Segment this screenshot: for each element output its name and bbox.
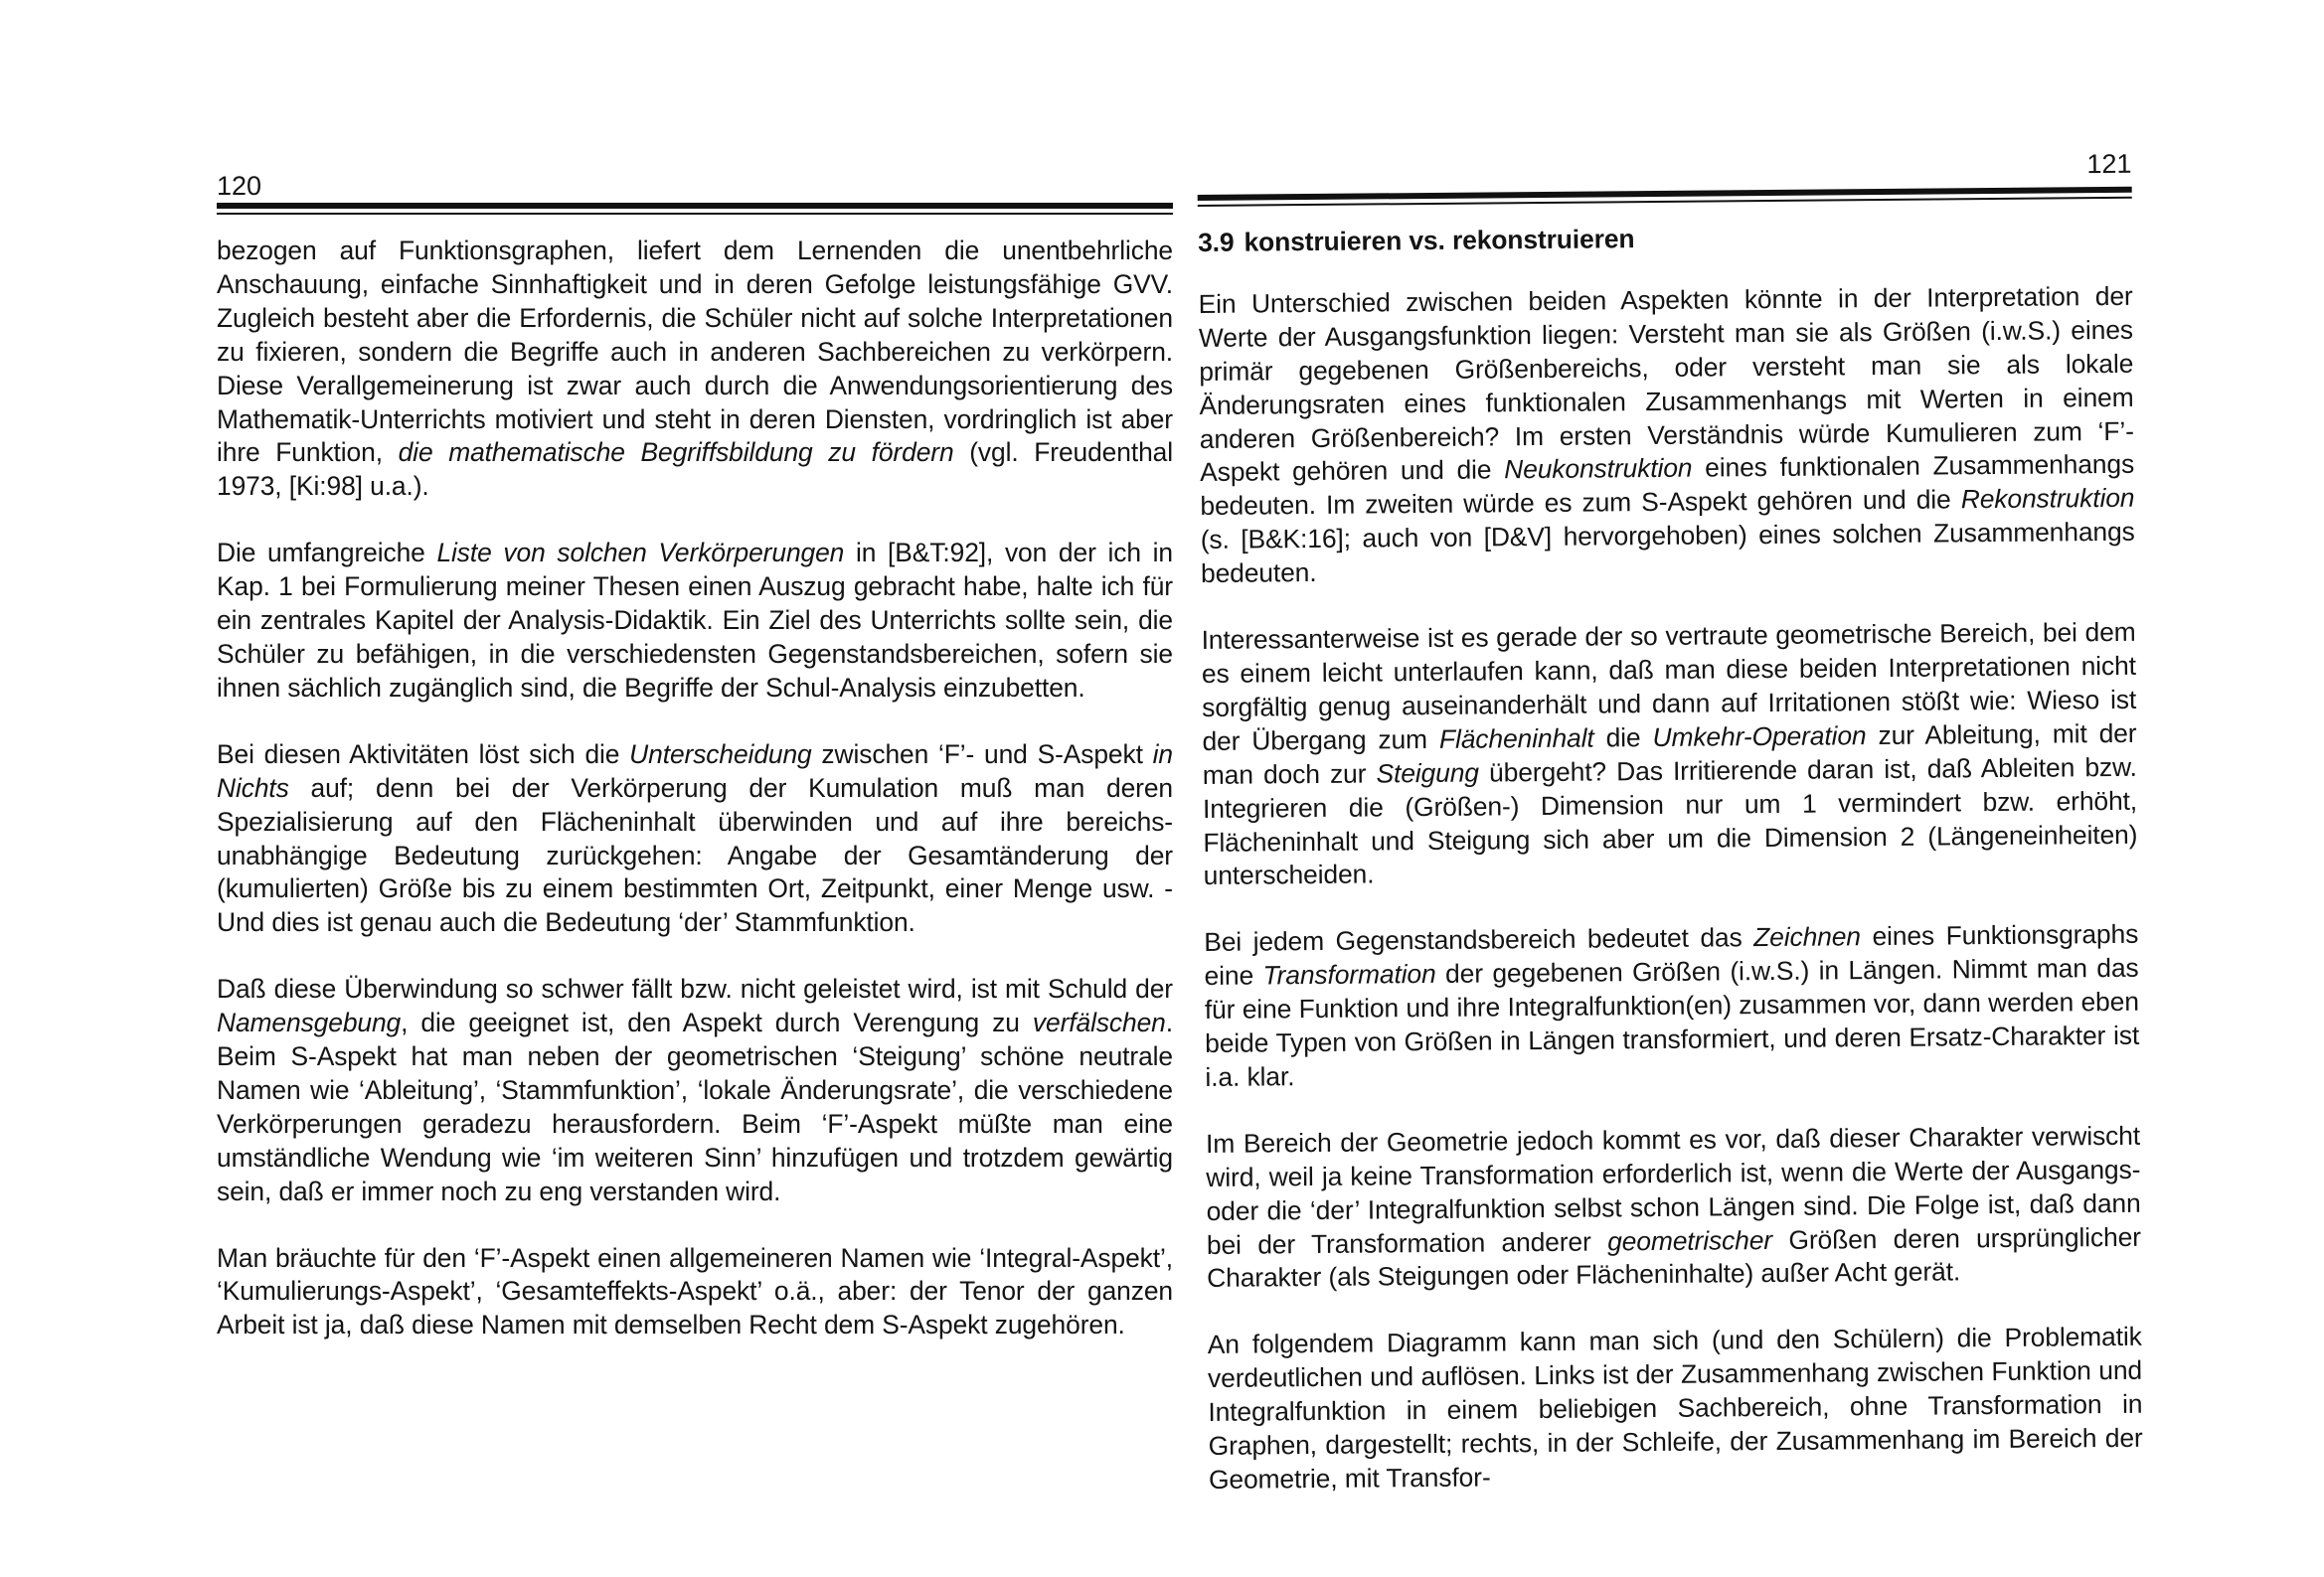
- paragraph: Bei diesen Aktivitäten löst sich die Unterscheidung zwischen ‘F’- und S-Aspekt in Nichts auf; denn bei der Verkörperung der Kumulation muß man deren Spezialisierung auf den Flächeninhalt überwinden und auf ihre bereichs-unabhängige Bedeutung zurückgehen: Angabe der Gesamtänderung der (kumulierten) Größe bis zu einem bestimmten Ort, Zeitpunkt, einer Menge usw. - Und dies ist genau auch die Bedeutung ‘der’ Stammfunktion.: [217, 738, 1173, 938]
- paragraph: Man bräuchte für den ‘F’-Aspekt einen allgemeineren Namen wie ‘Integral-Aspekt’, ‘Kumulierungs-Aspekt’, ‘Gesamteffekts-Aspekt’ o.ä., aber: der Tenor der ganzen Arbeit ist ja, daß diese Namen mit demselben Recht dem S-Aspekt zugehören.: [217, 1242, 1173, 1340]
- page-number-right: 121: [2086, 148, 2132, 180]
- page-number-left: 120: [217, 171, 262, 201]
- paragraph: Interessanterweise ist es gerade der so vertraute geometrische Bereich, bei dem es einem leicht unterlaufen kann, daß man diese beiden Interpretationen nicht sorgfältig genug auseinanderhält und dann auf Irritationen stößt wie: Wieso ist der Übergang zum Flächeninhalt die Umkehr-Operation zur Ableitung, mit der man doch zur Steigung übergeht? Das Irritierende daran ist, daß Ableiten bzw. Integrieren die (Größen-) Dimension nur um 1 vermindert bzw. erhöht, Flächeninhalt und Steigung sich aber um die Dimension 2 (Längeneinheiten) unterscheiden.: [1201, 616, 2138, 891]
- section-number: 3.9: [1197, 227, 1235, 257]
- section-heading: [1198, 219, 2132, 260]
- paragraph: Ein Unterschied zwischen beiden Aspekten könnte in der Interpretation der Werte der Ausgangsfunktion liegen: Versteht man sie als Größen (i.w.S.) eines primär gegebenen Größenbereichs, oder versteht man sie als lokale Änderungsraten eines funktionalen Zusammenhangs mit Werten in einem anderen Größenbereich? Im ersten Verständnis würde Kumulieren zum ‘F’-Aspekt gehören und die Neukonstruktion eines funktionalen Zusammenhangs bedeuten. Im zweiten würde es zum S-Aspekt gehören und die Rekonstruktion (s. [B&K:16]; auch von [D&V] hervorgehoben) eines solchen Zusammenhangs bedeuten.: [1198, 280, 2135, 589]
- left-body: [217, 235, 1173, 1375]
- paragraph: Die umfangreiche Liste von solchen Verkörperungen in [B&T:92], von der ich in Kap. 1 bei Formulierung meiner Thesen einen Auszug gebracht habe, halte ich für ein zentrales Kapitel der Analysis-Didaktik. Ein Ziel des Unterrichts sollte sein, die Schüler zu befähigen, in die verschiedensten Gegenstandsbereichen, sofern sie ihnen sächlich zugänglich sind, die Begriffe der Schul-Analysis einzubetten.: [217, 538, 1173, 703]
- paragraph: Daß diese Überwindung so schwer fällt bzw. nicht geleistet wird, ist mit Schuld der Namensgebung, die geeignet ist, den Aspekt durch Verengung zu verfälschen. Beim S-Aspekt hat man neben der geometrischen ‘Steigung’ schöne neutrale Namen wie ‘Ableitung’, ‘Stammfunktion’, ‘lokale Änderungsrate’, die verschiedene Verkörperungen geradezu herausfordern. Beim ‘F’-Aspekt müßte man eine umständliche Wendung wie ‘im weiteren Sinn’ hinzufügen und trotzdem gewärtig sein, daß er immer noch zu eng verstanden wird.: [217, 974, 1173, 1206]
- paragraph: An folgendem Diagramm kann man sich (und den Schülern) die Problematik verdeutlichen und auflösen. Links ist der Zusammenhang zwischen Funktion und Integralfunktion in einem beliebigen Sachbereich, ohne Transformation in Graphen, dargestellt; rechts, in der Schleife, der Zusammenhang im Bereich der Geometrie, mit Transfor-: [1207, 1322, 2143, 1495]
- header-rule-thin-left: [217, 213, 1173, 215]
- paragraph: Im Bereich der Geometrie jedoch kommt es vor, daß dieser Charakter verwischt wird, weil ja keine Transformation erforderlich ist, wenn die Werte der Ausgangs- oder die ‘der’ Integralfunktion selbst schon Längen sind. Die Folge ist, daß dann bei der Transformation anderer geometrischer Größen deren ursprünglicher Charakter (als Steigungen oder Flächeninhalte) außer Acht gerät.: [1205, 1120, 2142, 1294]
- right-body: [1198, 219, 2143, 1530]
- paragraph: Bei jedem Gegenstandsbereich bedeutet das Zeichnen eines Funktionsgraphs eine Transformation der gegebenen Größen (i.w.S.) in Längen. Nimmt man das für eine Funktion und ihre Integralfunktion(en) zusammen vor, dann werden eben beide Typen von Größen in Längen transformiert, und deren Ersatz-Charakter ist i.a. klar.: [1204, 919, 2140, 1092]
- paragraph: bezogen auf Funktionsgraphen, liefert dem Lernenden die unentbehrliche Anschauung, einfache Sinnhaftigkeit und in deren Gefolge leistungsfähige GVV. Zugleich besteht aber die Erfordernis, die Schüler nicht auf solche Interpretationen zu fixieren, sondern die Begriffe auch in anderen Sachbereichen zu verkörpern. Diese Verallgemeinerung ist zwar auch durch die Anwendungsorientierung des Mathematik-Unterrichts motiviert und steht in deren Diensten, vordringlich ist aber ihre Funktion, die mathematische Begriffsbildung zu fördern (vgl. Freudenthal 1973, [Ki:98] u.a.).: [217, 236, 1173, 502]
- section-title: konstruieren vs. rekonstruieren: [1244, 224, 1635, 257]
- header-rule-left: [217, 203, 1173, 209]
